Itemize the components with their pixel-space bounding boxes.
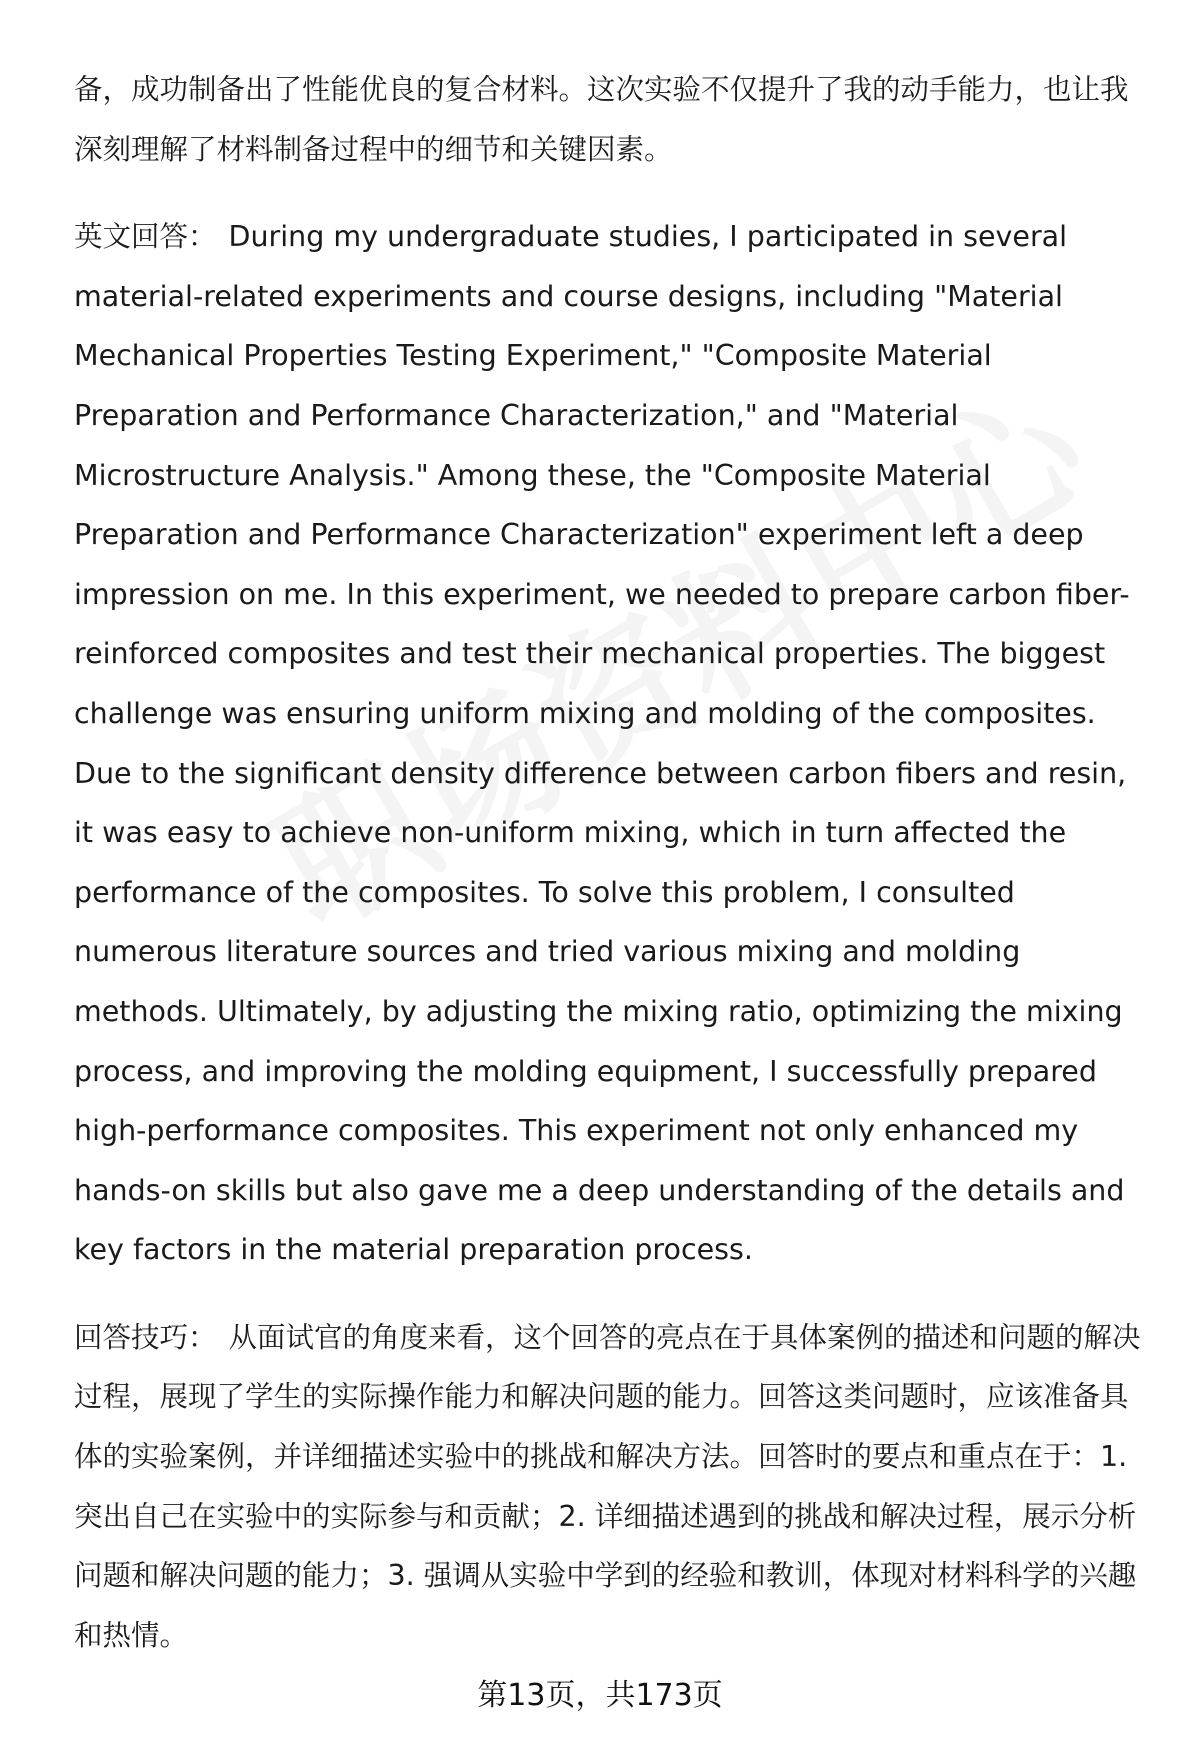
intro-paragraph (74, 60, 1154, 179)
page-number-footer: 第13页，共173页 (477, 1678, 723, 1713)
paragraph-gap (74, 179, 1154, 207)
answer-tips-text: 从面试官的角度来看，这个回答的亮点在于具体案例的描述和问题的解决过程，展现了学生的实际操作能力和解决问题的能力。回答这类问题时，应该准备具体的实验案例，并详细描述实验中的挑战和解决方法。回答时的要点和重点在于：1. 突出自己在实验中的实际参与和贡献；2. 详细描述遇到的挑战和解决过程，展示分析问题和解决问题的能力；3. 强调从实验中学到的经验和教训，体现对材料科学的兴趣和热情。 (74, 1320, 1141, 1652)
english-answer-text: During my undergraduate studies, I participated in several material-related experiments and course designs, including "Material Mechanical Properties Testing Experiment," "Composite Material Preparation and Performance Characterization," and "Material Microstructure Analysis." Among these, the "Composite Material Preparation and Performance Characterization" experiment left a deep impression on me. In this experiment, we needed to prepare carbon fiber-reinforced composites and test their mechanical properties. The biggest challenge was ensuring uniform mixing and molding of the composites. Due to the significant density difference between carbon fibers and resin, it was easy to achieve non-uniform mixing, which in turn affected the performance of the composites. To solve this problem, I consulted numerous literature sources and tried various mixing and molding methods. Ultimately, by adjusting the mixing ratio, optimizing the mixing process, and improving the molding equipment, I successfully prepared high-performance composites. This experiment not only enhanced my hands-on skills but also gave me a deep understanding of the details and key factors in the material preparation process. (74, 220, 1130, 1267)
answer-tips-label: 回答技巧： (74, 1320, 217, 1354)
english-answer-paragraph (74, 207, 1154, 1280)
english-answer-label: 英文回答： (74, 220, 217, 254)
answer-tips-paragraph (74, 1308, 1154, 1666)
paragraph-gap (74, 1280, 1154, 1308)
intro-paragraph-text: 备，成功制备出了性能优良的复合材料。这次实验不仅提升了我的动手能力，也让我深刻理解了材料制备过程中的细节和关键因素。 (74, 73, 1129, 166)
document-body (74, 60, 1154, 1665)
